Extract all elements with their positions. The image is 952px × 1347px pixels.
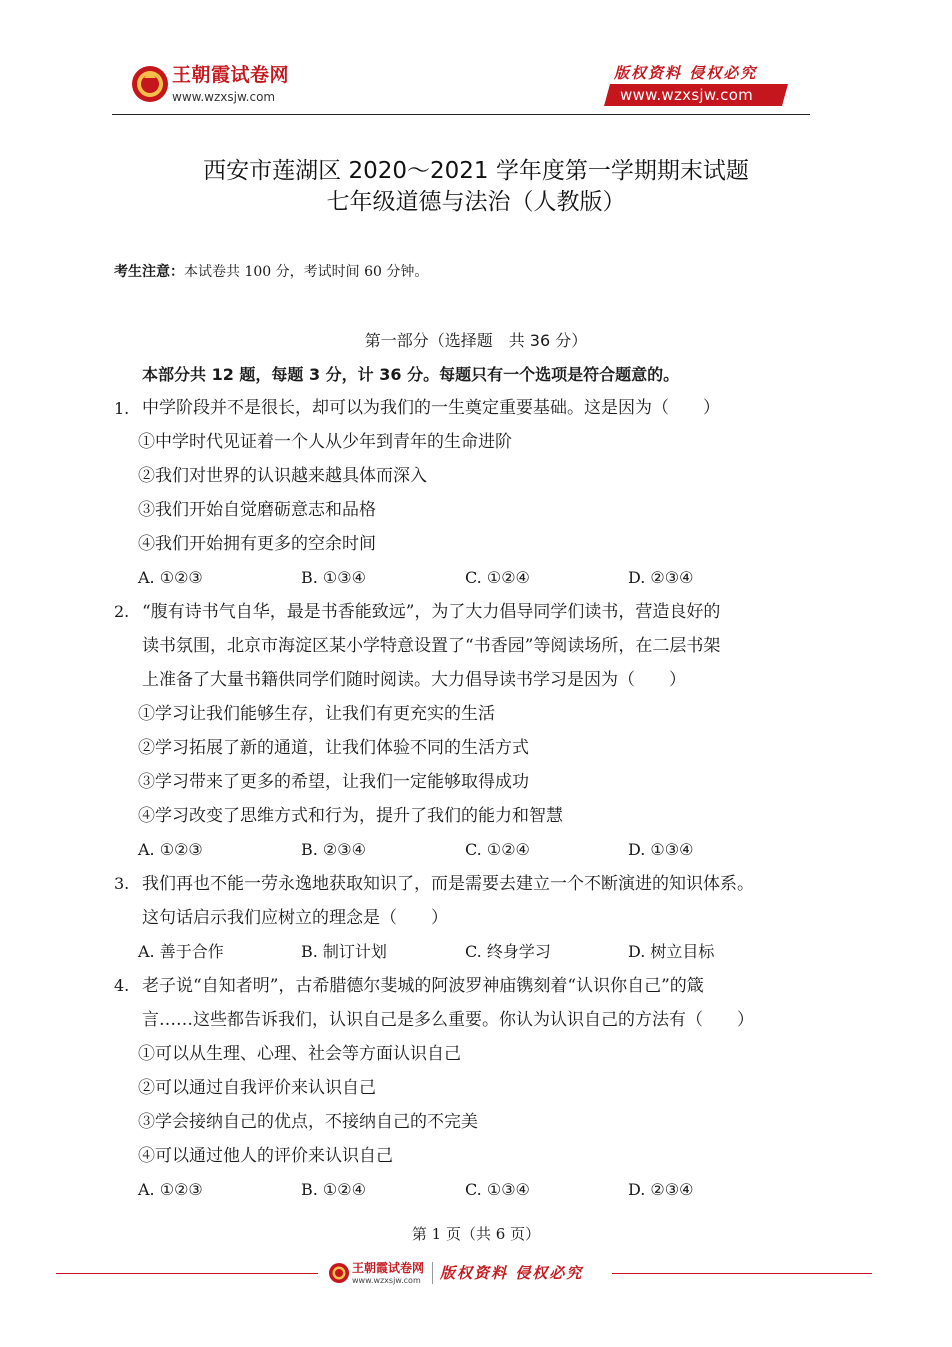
question-2-number: 2. — [114, 602, 130, 621]
header-brand-name: 王朝霞试卷网 — [172, 64, 290, 86]
question-1-option-c[interactable]: C. ①②④ — [465, 568, 530, 587]
section-heading: 第一部分（选择题 共 36 分） — [364, 331, 588, 350]
question-1-item-2: ②我们对世界的认识越来越具体而深入 — [138, 466, 427, 486]
exam-title: 西安市莲湖区 2020～2021 学年度第一学期期末试题 — [203, 158, 749, 184]
question-1-option-a[interactable]: A. ①②③ — [138, 568, 203, 587]
question-4-stem-line-1: 老子说“自知者明”，古希腊德尔斐城的阿波罗神庙镌刻着“认识你自己”的箴 — [142, 976, 704, 996]
header-divider — [112, 114, 810, 115]
question-1-option-d[interactable]: D. ②③④ — [628, 568, 694, 587]
question-3-stem-line-2: 这句话启示我们应树立的理念是（ ） — [142, 908, 448, 928]
question-2-stem-line-3: 上准备了大量书籍供同学们随时阅读。大力倡导读书学习是因为（ ） — [142, 670, 686, 690]
question-1-option-b[interactable]: B. ①③④ — [301, 568, 366, 587]
question-4-option-b[interactable]: B. ①②④ — [301, 1180, 366, 1199]
question-4-option-d[interactable]: D. ②③④ — [628, 1180, 694, 1199]
question-4-option-a[interactable]: A. ①②③ — [138, 1180, 203, 1199]
question-1-number: 1. — [114, 399, 130, 418]
question-2-stem-line-2: 读书氛围，北京市海淀区某小学特意设置了“书香园”等阅读场所，在二层书架 — [142, 636, 721, 656]
footer-divider-left — [56, 1273, 318, 1274]
header-brand-url[interactable]: www.wzxsjw.com — [172, 90, 276, 104]
section-intro: 本部分共 12 题，每题 3 分，计 36 分。每题只有一个选项是符合题意的。 — [142, 365, 680, 384]
question-2-item-3: ③学习带来了更多的希望，让我们一定能够取得成功 — [138, 772, 529, 792]
page-number: 第 1 页（共 6 页） — [411, 1225, 541, 1243]
footer-divider-right — [612, 1273, 872, 1274]
question-3-number: 3. — [114, 874, 130, 893]
question-2-stem-line-1: “腹有诗书气自华，最是书香能致远”，为了大力倡导同学们读书，营造良好的 — [142, 602, 721, 622]
brand-logo-icon — [130, 64, 170, 104]
question-2-item-2: ②学习拓展了新的通道，让我们体验不同的生活方式 — [138, 738, 529, 758]
question-4-number: 4. — [114, 976, 130, 995]
question-2-option-b[interactable]: B. ②③④ — [301, 840, 366, 859]
notice-text: 本试卷共 100 分，考试时间 60 分钟。 — [184, 264, 429, 280]
footer-separator — [432, 1262, 433, 1284]
header-copyright-text: 版权资料 侵权必究 — [614, 64, 758, 82]
question-2-option-a[interactable]: A. ①②③ — [138, 840, 203, 859]
exam-notice — [114, 262, 428, 282]
question-1-item-1: ①中学时代见证着一个人从少年到青年的生命进阶 — [138, 432, 512, 452]
question-3-option-d[interactable]: D. 树立目标 — [628, 942, 715, 961]
question-3-option-a[interactable]: A. 善于合作 — [138, 942, 224, 961]
question-4-stem-line-2: 言……这些都告诉我们，认识自己是多么重要。你认为认识自己的方法有（ ） — [142, 1010, 754, 1030]
notice-label: 考生注意： — [114, 264, 184, 280]
question-4-item-2: ②可以通过自我评价来认识自己 — [138, 1078, 376, 1098]
question-3-stem-line-1: 我们再也不能一劳永逸地获取知识了，而是需要去建立一个不断演进的知识体系。 — [142, 874, 754, 894]
question-2-item-1: ①学习让我们能够生存，让我们有更充实的生活 — [138, 704, 495, 724]
footer-brand-name: 王朝霞试卷网 — [352, 1261, 425, 1275]
question-4-item-1: ①可以从生理、心理、社会等方面认识自己 — [138, 1044, 461, 1064]
question-2-option-c[interactable]: C. ①②④ — [465, 840, 530, 859]
question-2-option-d[interactable]: D. ①③④ — [628, 840, 694, 859]
question-4-item-3: ③学会接纳自己的优点，不接纳自己的不完美 — [138, 1112, 478, 1132]
question-2-item-4: ④学习改变了思维方式和行为，提升了我们的能力和智慧 — [138, 806, 563, 826]
question-4-item-4: ④可以通过他人的评价来认识自己 — [138, 1146, 393, 1166]
footer-brand-url[interactable]: www.wzxsjw.com — [352, 1276, 421, 1285]
footer-copyright-text: 版权资料 侵权必究 — [440, 1264, 584, 1282]
question-3-option-b[interactable]: B. 制订计划 — [301, 942, 387, 961]
question-1-item-4: ④我们开始拥有更多的空余时间 — [138, 534, 376, 554]
footer-logo-icon — [328, 1262, 350, 1284]
question-3-option-c[interactable]: C. 终身学习 — [465, 942, 551, 961]
question-4-option-c[interactable]: C. ①③④ — [465, 1180, 530, 1199]
header-banner-url[interactable]: www.wzxsjw.com — [620, 86, 754, 104]
question-1-stem: 中学阶段并不是很长，却可以为我们的一生奠定重要基础。这是因为（ ） — [142, 398, 720, 418]
question-1-item-3: ③我们开始自觉磨砺意志和品格 — [138, 500, 376, 520]
exam-subtitle: 七年级道德与法治（人教版） — [326, 189, 626, 215]
